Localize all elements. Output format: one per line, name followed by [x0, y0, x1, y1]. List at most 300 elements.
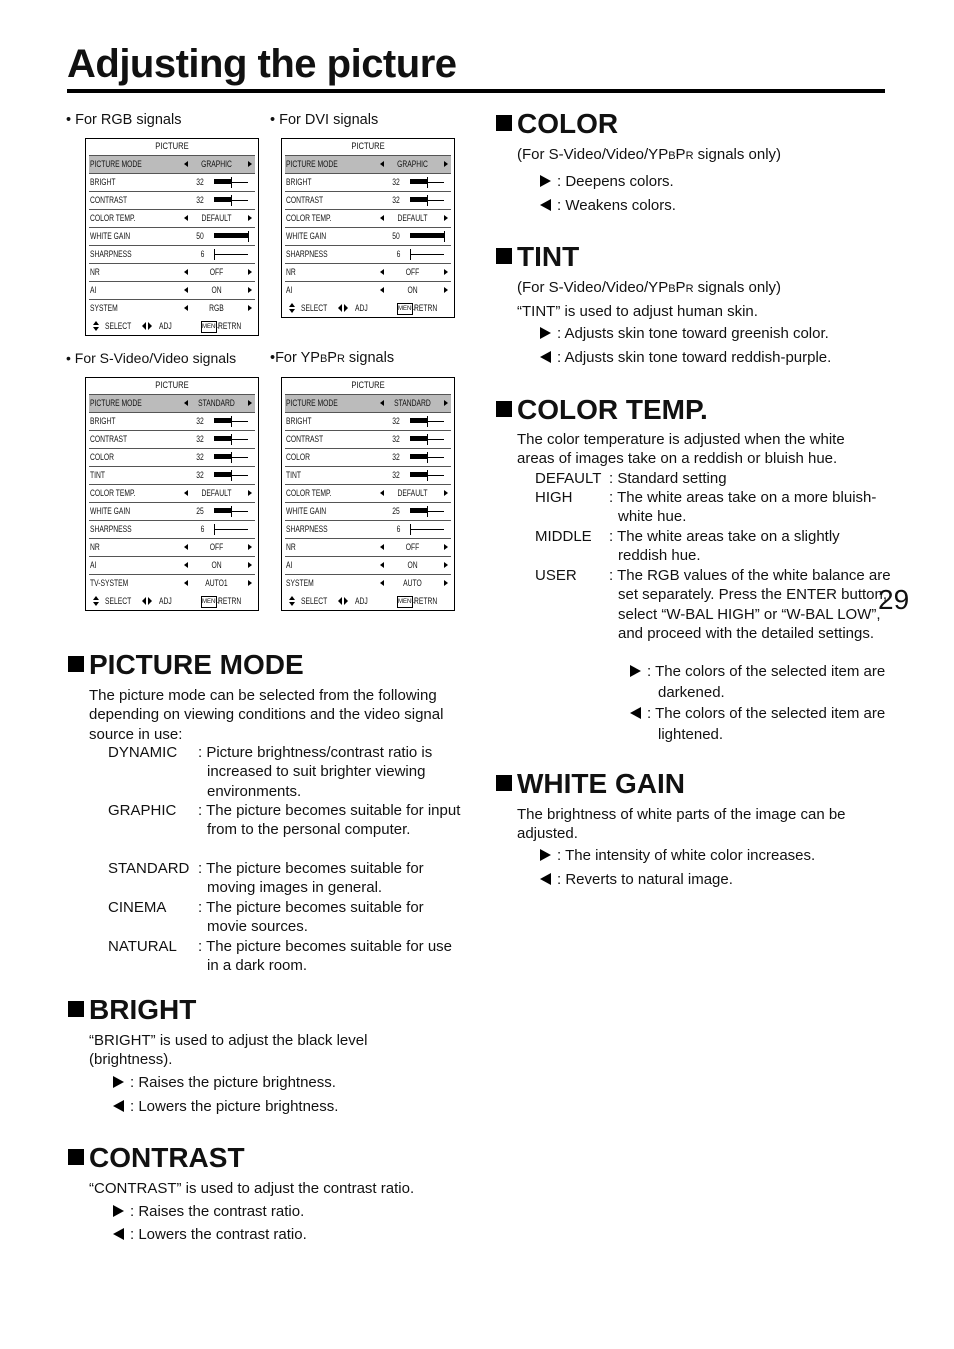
color-temp-left-line: : The colors of the selected item are lightened.	[630, 703, 913, 745]
osd-footer	[282, 299, 454, 317]
left-right-arrow-icon	[338, 597, 348, 605]
up-down-arrow-icon	[93, 596, 99, 606]
osd-row-label: SHARPNESS	[286, 524, 328, 534]
osd-title: PICTURE	[155, 141, 189, 152]
osd-slider-marker	[427, 506, 428, 517]
osd-slider-marker	[444, 231, 445, 242]
osd-row-label: AI	[286, 285, 293, 295]
osd-row	[285, 173, 451, 191]
osd-row-label: PICTURE MODE	[90, 398, 142, 408]
right-arrow-icon	[113, 1076, 124, 1088]
left-arrow-icon	[380, 580, 384, 586]
caption-rgb: • For RGB signals	[66, 112, 182, 128]
osd-slider-track	[214, 529, 248, 530]
square-bullet-icon	[68, 1149, 84, 1165]
osd-slider-marker	[427, 177, 428, 188]
osd-slider-fill	[410, 454, 427, 459]
osd-row-label: TINT	[90, 470, 105, 480]
osd-footer	[86, 592, 258, 610]
osd-row	[285, 245, 451, 263]
footer-select-label: SELECT	[301, 303, 328, 313]
right-arrow-icon	[540, 175, 551, 187]
square-bullet-icon	[496, 401, 512, 417]
osd-slider-track	[410, 254, 444, 255]
right-arrow-icon	[248, 269, 252, 275]
footer-adj-label: ADJ	[159, 321, 172, 331]
menu-button-icon: MENU	[201, 321, 217, 333]
osd-row-value: STANDARD	[198, 398, 235, 408]
left-arrow-icon	[184, 287, 188, 293]
osd-menu-svideo	[85, 377, 259, 611]
osd-row-label: NR	[90, 542, 100, 552]
osd-row-value: OFF	[405, 267, 420, 277]
osd-slider-fill	[410, 179, 427, 184]
footer-select-label: SELECT	[105, 596, 132, 606]
osd-row-label: SHARPNESS	[286, 249, 328, 259]
footer-adj-label: ADJ	[355, 596, 368, 606]
left-right-arrow-icon	[338, 304, 348, 312]
osd-row-value: 50	[196, 231, 204, 241]
osd-row-value: 32	[392, 177, 400, 187]
osd-row	[285, 191, 451, 209]
right-arrow-icon	[444, 562, 448, 568]
osd-row	[89, 299, 255, 317]
def-natural: : The picture becomes suitable for use in a dark room.	[198, 938, 453, 975]
square-bullet-icon	[68, 1001, 84, 1017]
def-cinema: : The picture becomes suitable for movie sources.	[198, 899, 424, 936]
osd-menu-dvi	[281, 138, 455, 318]
right-arrow-icon	[444, 215, 448, 221]
osd-row-label: NR	[286, 267, 296, 277]
osd-row-value: DEFAULT	[201, 213, 232, 223]
bright-left-line: : Lowers the picture brightness.	[113, 1097, 338, 1116]
color-note: (For S-Video/Video/YPBPR signals only)	[517, 146, 782, 163]
osd-slider-track	[410, 529, 444, 530]
osd-row-label: AI	[90, 560, 97, 570]
color-left-line: : Weakens colors.	[540, 196, 676, 215]
left-arrow-icon	[184, 490, 188, 496]
contrast-right-line: : Raises the contrast ratio.	[113, 1202, 304, 1221]
right-arrow-icon	[248, 562, 252, 568]
right-arrow-icon	[444, 161, 448, 167]
osd-slider-fill	[214, 197, 231, 202]
left-arrow-icon	[113, 1100, 124, 1112]
white-gain-intro: The brightness of white parts of the image can be adjusted.	[517, 806, 846, 843]
osd-row-value: AUTO1	[205, 578, 228, 588]
osd-row-value: STANDARD	[394, 398, 431, 408]
osd-row-label: SHARPNESS	[90, 524, 132, 534]
osd-row-label: WHITE GAIN	[286, 231, 327, 241]
right-arrow-icon	[248, 305, 252, 311]
footer-adj-label: ADJ	[159, 596, 172, 606]
osd-slider-fill	[410, 436, 427, 441]
title-rule	[67, 89, 885, 93]
osd-slider-marker	[231, 177, 232, 188]
osd-menu-ypbpr	[281, 377, 455, 611]
right-arrow-icon	[630, 665, 641, 677]
osd-row-value: ON	[211, 285, 222, 295]
left-right-arrow-icon	[142, 597, 152, 605]
right-arrow-icon	[444, 269, 448, 275]
left-arrow-icon	[113, 1228, 124, 1240]
osd-row-value: DEFAULT	[397, 488, 428, 498]
term-graphic: GRAPHIC	[108, 802, 177, 819]
white-gain-right-line: : The intensity of white color increases.	[540, 846, 815, 865]
contrast-intro: “CONTRAST” is used to adjust the contrast ratio.	[89, 1180, 415, 1197]
def-dynamic: : Picture brightness/contrast ratio is increased to suit brighter viewing environments.	[198, 744, 433, 800]
right-arrow-icon	[540, 849, 551, 861]
term-high: HIGH	[535, 489, 573, 506]
osd-row-value: 32	[196, 416, 204, 426]
osd-row	[89, 155, 255, 173]
osd-row-label: COLOR TEMP.	[286, 213, 332, 223]
osd-row-label: CONTRAST	[286, 434, 324, 444]
osd-row-label: BRIGHT	[90, 177, 116, 187]
osd-menu-rgb	[85, 138, 259, 336]
left-arrow-icon	[630, 707, 641, 719]
tint-heading: TINT	[496, 241, 579, 273]
osd-row-value: 32	[392, 470, 400, 480]
color-temp-heading: COLOR TEMP.	[496, 394, 708, 426]
color-temp-right-line: : The colors of the selected item are darkened.	[630, 661, 913, 703]
footer-return-label: RETRN	[414, 303, 438, 313]
picture-mode-intro: The picture mode can be selected from the following depending on viewing conditions and the video signal source in use:	[89, 687, 444, 743]
osd-row-label: BRIGHT	[286, 416, 312, 426]
osd-row-value: 32	[196, 470, 204, 480]
osd-row	[89, 281, 255, 299]
left-arrow-icon	[184, 269, 188, 275]
osd-row-label: BRIGHT	[90, 416, 116, 426]
def-high: : The white areas take on a more bluish-white hue.	[609, 489, 877, 526]
osd-row	[89, 574, 255, 592]
page-title: Adjusting the picture	[67, 42, 457, 86]
osd-row-value: GRAPHIC	[201, 159, 232, 169]
right-arrow-icon	[444, 490, 448, 496]
osd-slider-marker	[231, 416, 232, 427]
up-down-arrow-icon	[289, 596, 295, 606]
osd-row	[89, 209, 255, 227]
right-arrow-icon	[248, 580, 252, 586]
right-arrow-icon	[444, 544, 448, 550]
osd-row-label: SHARPNESS	[90, 249, 132, 259]
osd-row-value: OFF	[209, 267, 224, 277]
caption-ypbpr: •For YPBPR signals	[270, 350, 395, 366]
osd-slider-fill	[214, 233, 248, 238]
osd-row-value: 32	[196, 195, 204, 205]
right-arrow-icon	[113, 1205, 124, 1217]
osd-slider-marker	[231, 506, 232, 517]
osd-row	[89, 245, 255, 263]
bright-heading: BRIGHT	[68, 994, 196, 1026]
osd-row-label: PICTURE MODE	[286, 398, 338, 408]
osd-row	[89, 394, 255, 412]
term-middle: MIDDLE	[535, 528, 592, 545]
osd-row	[285, 502, 451, 520]
left-arrow-icon	[380, 544, 384, 550]
left-arrow-icon	[380, 400, 384, 406]
osd-row	[285, 448, 451, 466]
osd-row-value: 6	[200, 524, 205, 534]
left-arrow-icon	[540, 873, 551, 885]
tint-left-line: : Adjusts skin tone toward reddish-purple.	[540, 348, 831, 367]
contrast-heading: CONTRAST	[68, 1142, 245, 1174]
osd-row	[285, 209, 451, 227]
footer-return-label: RETRN	[414, 596, 438, 606]
osd-row	[89, 556, 255, 574]
osd-row	[89, 173, 255, 191]
osd-slider-marker	[410, 524, 411, 535]
osd-row-label: AI	[286, 560, 293, 570]
osd-row-value: ON	[407, 560, 418, 570]
right-arrow-icon	[444, 580, 448, 586]
up-down-arrow-icon	[93, 321, 99, 331]
osd-title: PICTURE	[155, 380, 189, 391]
osd-row-label: CONTRAST	[90, 195, 128, 205]
osd-slider-marker	[410, 249, 411, 260]
square-bullet-icon	[496, 248, 512, 264]
osd-slider-fill	[410, 472, 427, 477]
def-standard: : The picture becomes suitable for moving images in general.	[198, 860, 424, 897]
right-arrow-icon	[248, 544, 252, 550]
osd-row-label: COLOR TEMP.	[90, 488, 136, 498]
osd-footer	[282, 592, 454, 610]
osd-row-label: NR	[90, 267, 100, 277]
osd-row-value: OFF	[209, 542, 224, 552]
osd-row-value: 32	[392, 452, 400, 462]
left-arrow-icon	[184, 215, 188, 221]
left-arrow-icon	[380, 161, 384, 167]
osd-slider-marker	[427, 452, 428, 463]
osd-row-value: ON	[211, 560, 222, 570]
osd-row	[285, 412, 451, 430]
osd-row	[89, 448, 255, 466]
osd-slider-marker	[214, 249, 215, 260]
osd-slider-fill	[410, 233, 444, 238]
def-user: : The RGB values of the white balance are set separately. Press the ENTER button, select “W-BAL HIGH” or “W-BAL LOW”, and proceed with the detailed settings.	[609, 567, 891, 642]
osd-row	[285, 484, 451, 502]
menu-button-icon: MENU	[397, 596, 413, 608]
bright-right-line: : Raises the picture brightness.	[113, 1073, 336, 1092]
osd-row	[89, 191, 255, 209]
osd-slider-fill	[214, 472, 231, 477]
term-natural: NATURAL	[108, 938, 177, 955]
osd-row-value: 32	[392, 416, 400, 426]
caption-dvi: • For DVI signals	[270, 112, 379, 128]
osd-row-label: TINT	[286, 470, 301, 480]
osd-row	[89, 538, 255, 556]
osd-row-value: ON	[407, 285, 418, 295]
osd-row	[285, 155, 451, 173]
osd-slider-fill	[214, 454, 231, 459]
osd-row-label: BRIGHT	[286, 177, 312, 187]
footer-select-label: SELECT	[301, 596, 328, 606]
osd-row	[285, 538, 451, 556]
left-arrow-icon	[380, 287, 384, 293]
square-bullet-icon	[496, 775, 512, 791]
osd-row-value: 50	[392, 231, 400, 241]
osd-row	[89, 430, 255, 448]
osd-slider-marker	[427, 434, 428, 445]
osd-slider-marker	[231, 452, 232, 463]
osd-slider-marker	[231, 195, 232, 206]
term-cinema: CINEMA	[108, 899, 167, 916]
osd-row-value: AUTO	[403, 578, 422, 588]
footer-return-label: RETRN	[218, 321, 242, 331]
osd-slider-marker	[231, 470, 232, 481]
osd-row-value: 6	[396, 524, 401, 534]
osd-slider-fill	[214, 508, 231, 513]
osd-row-value: 32	[196, 452, 204, 462]
left-arrow-icon	[184, 161, 188, 167]
right-arrow-icon	[248, 215, 252, 221]
osd-slider-marker	[427, 195, 428, 206]
left-arrow-icon	[380, 562, 384, 568]
tint-right-line: : Adjusts skin tone toward greenish color.	[540, 324, 829, 343]
osd-row-label: COLOR	[286, 452, 311, 462]
osd-row-label: WHITE GAIN	[90, 506, 131, 516]
right-arrow-icon	[444, 400, 448, 406]
right-arrow-icon	[248, 490, 252, 496]
color-heading: COLOR	[496, 108, 618, 140]
right-arrow-icon	[444, 287, 448, 293]
osd-row-value: 32	[196, 177, 204, 187]
osd-row-label: CONTRAST	[90, 434, 128, 444]
right-arrow-icon	[248, 161, 252, 167]
osd-row-value: GRAPHIC	[397, 159, 428, 169]
osd-row-label: CONTRAST	[286, 195, 324, 205]
osd-slider-fill	[410, 418, 427, 423]
osd-row-value: 6	[200, 249, 205, 259]
osd-slider-fill	[214, 436, 231, 441]
osd-row-label: SYSTEM	[90, 303, 118, 313]
osd-row	[285, 394, 451, 412]
osd-row-label: TV-SYSTEM	[90, 578, 129, 588]
osd-row-label: AI	[90, 285, 97, 295]
osd-row-value: DEFAULT	[201, 488, 232, 498]
term-dynamic: DYNAMIC	[108, 744, 178, 761]
picture-mode-heading: PICTURE MODE	[68, 649, 304, 681]
osd-row	[89, 412, 255, 430]
osd-row-label: COLOR	[90, 452, 115, 462]
contrast-left-line: : Lowers the contrast ratio.	[113, 1225, 307, 1244]
left-right-arrow-icon	[142, 322, 152, 330]
menu-button-icon: MENU	[397, 303, 413, 315]
osd-row	[285, 263, 451, 281]
left-arrow-icon	[184, 562, 188, 568]
term-default: DEFAULT	[535, 470, 602, 487]
right-arrow-icon	[248, 400, 252, 406]
right-arrow-icon	[540, 327, 551, 339]
def-graphic: : The picture becomes suitable for input from to the personal computer.	[198, 802, 461, 839]
left-arrow-icon	[184, 544, 188, 550]
right-arrow-icon	[248, 287, 252, 293]
osd-slider-marker	[231, 434, 232, 445]
left-arrow-icon	[380, 269, 384, 275]
tint-note: (For S-Video/Video/YPBPR signals only)	[517, 279, 782, 296]
osd-row-label: NR	[286, 542, 296, 552]
def-middle: : The white areas take on a slightly reddish hue.	[609, 528, 840, 565]
left-arrow-icon	[380, 490, 384, 496]
osd-slider-marker	[427, 416, 428, 427]
left-arrow-icon	[380, 215, 384, 221]
osd-row-value: 25	[196, 506, 204, 516]
osd-row	[285, 520, 451, 538]
osd-row-label: PICTURE MODE	[90, 159, 142, 169]
osd-row	[285, 227, 451, 245]
left-arrow-icon	[540, 351, 551, 363]
page-number: 29	[878, 584, 910, 615]
osd-row	[285, 574, 451, 592]
osd-row-label: WHITE GAIN	[90, 231, 131, 241]
osd-row	[89, 484, 255, 502]
osd-row	[89, 227, 255, 245]
osd-row-label: COLOR TEMP.	[286, 488, 332, 498]
osd-slider-fill	[214, 418, 231, 423]
footer-select-label: SELECT	[105, 321, 132, 331]
osd-slider-marker	[214, 524, 215, 535]
term-standard: STANDARD	[108, 860, 190, 877]
osd-row-value: 6	[396, 249, 401, 259]
square-bullet-icon	[496, 115, 512, 131]
osd-row-value: 32	[392, 434, 400, 444]
left-arrow-icon	[540, 199, 551, 211]
up-down-arrow-icon	[289, 303, 295, 313]
osd-row-value: 32	[392, 195, 400, 205]
footer-return-label: RETRN	[218, 596, 242, 606]
osd-footer	[86, 317, 258, 335]
osd-slider-fill	[410, 508, 427, 513]
osd-slider-marker	[248, 231, 249, 242]
osd-row-value: DEFAULT	[397, 213, 428, 223]
osd-slider-track	[214, 254, 248, 255]
osd-row	[285, 466, 451, 484]
white-gain-left-line: : Reverts to natural image.	[540, 870, 733, 889]
osd-title: PICTURE	[351, 141, 385, 152]
tint-intro: “TINT” is used to adjust human skin.	[517, 303, 758, 320]
osd-title: PICTURE	[351, 380, 385, 391]
osd-row-label: SYSTEM	[286, 578, 314, 588]
osd-row	[89, 520, 255, 538]
footer-adj-label: ADJ	[355, 303, 368, 313]
osd-row	[285, 556, 451, 574]
left-arrow-icon	[184, 400, 188, 406]
osd-row	[89, 502, 255, 520]
def-default: : Standard setting	[609, 470, 727, 487]
osd-slider-fill	[410, 197, 427, 202]
osd-row-label: COLOR TEMP.	[90, 213, 136, 223]
osd-row-value: OFF	[405, 542, 420, 552]
caption-svideo: • For S-Video/Video signals	[66, 350, 237, 366]
osd-row	[89, 263, 255, 281]
osd-row-label: WHITE GAIN	[286, 506, 327, 516]
osd-row	[285, 430, 451, 448]
left-arrow-icon	[184, 580, 188, 586]
left-arrow-icon	[184, 305, 188, 311]
osd-row	[89, 466, 255, 484]
color-temp-intro: The color temperature is adjusted when the white areas of images take on a reddish or bluish hue.	[517, 431, 845, 468]
osd-row-value: 25	[392, 506, 400, 516]
osd-row-value: 32	[196, 434, 204, 444]
osd-slider-fill	[214, 179, 231, 184]
osd-row	[285, 281, 451, 299]
color-right-line: : Deepens colors.	[540, 172, 674, 191]
osd-slider-marker	[427, 470, 428, 481]
menu-button-icon: MENU	[201, 596, 217, 608]
osd-row-label: PICTURE MODE	[286, 159, 338, 169]
square-bullet-icon	[68, 656, 84, 672]
bright-intro: “BRIGHT” is used to adjust the black level (brightness).	[89, 1032, 368, 1069]
white-gain-heading: WHITE GAIN	[496, 768, 685, 800]
